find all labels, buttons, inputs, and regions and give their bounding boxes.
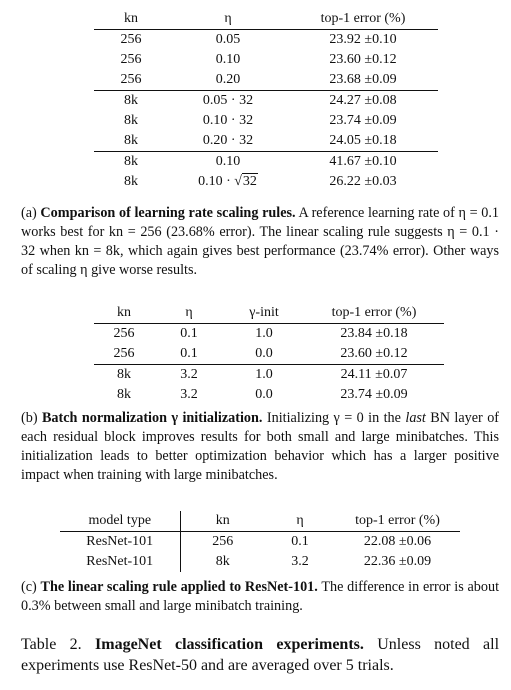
table-cell: 0.0	[255, 387, 273, 402]
table-c-header-row	[60, 511, 460, 532]
table-cell: 26.22 ±0.03	[329, 174, 397, 189]
table-cell: 0.20 · 32	[202, 133, 254, 148]
table-cell: 1.0	[255, 326, 273, 341]
table-caption	[21, 634, 499, 676]
caption-b-bold: Batch normalization γ initialization.	[41, 410, 263, 426]
table-cell: 0.10 · 32	[202, 113, 254, 128]
table-caption-text: Unless noted all experiments use ResNet-50 and are averaged over 5 trials.	[21, 636, 500, 674]
table-cell: 23.74 ±0.09	[340, 387, 408, 402]
table-a-learning-rate	[94, 9, 438, 192]
table-c-header-eta: η	[296, 513, 304, 528]
table-row	[94, 111, 438, 131]
caption-c-text: The difference in error is about 0.3% between small and large minibatch training.	[21, 579, 500, 614]
sqrt-argument: 32	[242, 174, 257, 189]
table-cell: 256	[120, 72, 142, 87]
caption-b-label: (b)	[21, 410, 38, 426]
table-cell: ResNet-101	[60, 532, 180, 553]
table-cell: 24.27 ±0.08	[329, 93, 397, 108]
caption-c-bold: The linear scaling rule applied to ResNet-101.	[40, 579, 318, 595]
caption-b	[21, 409, 499, 485]
table-c-resnet101	[60, 511, 460, 572]
table-cell: 22.08 ±0.06	[363, 534, 432, 549]
table-row	[94, 91, 438, 112]
table-cell: 3.2	[291, 554, 309, 569]
table-cell: 23.68 ±0.09	[329, 72, 397, 87]
table-c-header-kn: kn	[215, 513, 230, 528]
table-b-header-eta: η	[185, 305, 193, 320]
caption-b-emphasis: last	[405, 410, 426, 426]
caption-a-bold: Comparison of learning rate scaling rules.	[40, 205, 296, 221]
table-b-header-row	[94, 303, 444, 324]
table-row	[94, 344, 444, 365]
table-cell: ResNet-101	[60, 552, 180, 572]
table-cell: 41.67 ±0.10	[329, 154, 397, 169]
table-cell: 24.11 ±0.07	[340, 367, 408, 382]
caption-c-label: (c)	[21, 579, 37, 595]
table-row	[94, 30, 438, 51]
table-cell: 8k	[124, 113, 138, 128]
table-cell: 8k	[215, 554, 230, 569]
table-cell: 0.1	[180, 346, 198, 361]
table-row	[94, 385, 444, 405]
table-row	[94, 50, 438, 70]
table-cell: 0.10	[215, 52, 241, 67]
table-b-header-gamma: γ-init	[249, 305, 279, 320]
table-row	[94, 131, 438, 152]
table-a-header-row	[94, 9, 438, 30]
table-cell: 0.10	[215, 154, 241, 169]
table-cell: 0.0	[255, 346, 273, 361]
table-cell: 3.2	[180, 387, 198, 402]
table-cell: 8k	[117, 387, 131, 402]
table-row	[94, 152, 438, 173]
table-a-header-error: top-1 error (%)	[320, 11, 406, 26]
caption-a-text: A reference learning rate of η = 0.1 works best for kn = 256 (23.68% error). The linear scaling rule suggests η = 0.1 · 32 when kn = 8k, which again gives best performance (23.74% error). Other ways of scaling η give worse results.	[21, 205, 500, 278]
eta-prefix: 0.10 ·	[198, 174, 235, 189]
table-b-header-kn: kn	[117, 305, 131, 320]
caption-a-label: (a)	[21, 205, 37, 221]
caption-b-text-1: Initializing γ = 0 in the	[266, 410, 401, 426]
table-caption-bold: ImageNet classification experiments.	[95, 636, 364, 653]
table-cell: 0.05 · 32	[202, 93, 254, 108]
table-cell: 0.1	[180, 326, 198, 341]
table-cell: 0.05	[215, 32, 241, 47]
table-cell: 0.20	[215, 72, 241, 87]
table-row	[94, 324, 444, 345]
table-row	[94, 172, 438, 192]
table-row	[94, 70, 438, 91]
table-cell: 23.60 ±0.12	[340, 346, 408, 361]
table-cell: 3.2	[180, 367, 198, 382]
table-caption-label: Table 2.	[21, 636, 82, 653]
table-cell: 1.0	[255, 367, 273, 382]
table-cell: 256	[120, 52, 142, 67]
table-cell: 256	[113, 346, 135, 361]
table-c-header-model: model type	[60, 511, 180, 532]
table-cell: 23.60 ±0.12	[329, 52, 397, 67]
table-cell: 8k	[124, 93, 138, 108]
table-a-header-eta: η	[224, 11, 232, 26]
table-cell: 256	[120, 32, 142, 47]
table-cell-sqrt	[168, 172, 288, 192]
table-b-header-error: top-1 error (%)	[331, 305, 417, 320]
caption-c	[21, 578, 499, 616]
table-row	[94, 365, 444, 386]
table-cell: 8k	[124, 133, 138, 148]
table-cell: 8k	[117, 367, 131, 382]
table-c-header-error: top-1 error (%)	[355, 513, 440, 528]
table-row	[60, 552, 460, 572]
table-a-header-kn: kn	[124, 11, 138, 26]
sqrt-sign: √	[234, 174, 242, 189]
table-cell: 24.05 ±0.18	[329, 133, 397, 148]
table-cell: 23.84 ±0.18	[340, 326, 408, 341]
table-row	[60, 532, 460, 553]
table-cell: 8k	[124, 154, 138, 169]
table-cell: 256	[212, 534, 234, 549]
caption-b-text-2: BN layer of each residual block improves results for both small and large minibatches. This initialization leads to better optimization behavior which has a larger positive impact when training with large minibatches.	[21, 410, 500, 483]
table-cell: 0.1	[291, 534, 309, 549]
table-cell: 23.74 ±0.09	[329, 113, 397, 128]
table-b-bn-init	[94, 303, 444, 405]
table-cell: 23.92 ±0.10	[329, 32, 397, 47]
table-cell: 22.36 ±0.09	[363, 554, 432, 569]
table-cell: 256	[113, 326, 135, 341]
caption-a	[21, 204, 499, 280]
table-cell: 8k	[124, 174, 138, 189]
